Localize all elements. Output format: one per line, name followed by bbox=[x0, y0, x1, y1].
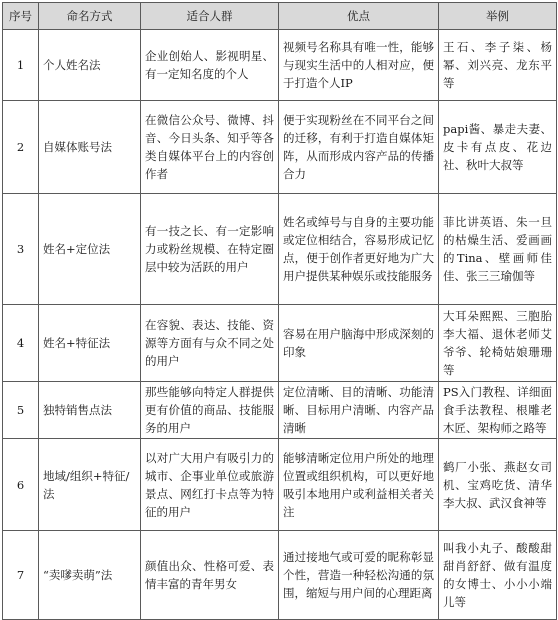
audience-cell: 颜值出众、性格可爱、表情丰富的青年男女 bbox=[141, 531, 279, 620]
audience-cell: 企业创始人、影视明星、有一定知名度的个人 bbox=[141, 30, 279, 101]
audience-cell: 以对广大用户有吸引力的城市、企事业单位或旅游景点、网红打卡点等为特征的用户 bbox=[141, 439, 279, 531]
row-number: 1 bbox=[3, 30, 39, 101]
header-row bbox=[3, 3, 557, 30]
example-cell: 菲比讲英语、朱一旦的枯燥生活、爱画画的Tina、壁画师佳佳、张三三瑜伽等 bbox=[439, 194, 557, 305]
table-row bbox=[3, 30, 557, 101]
audience-cell: 那些能够向特定人群提供更有价值的商品、技能服务的用户 bbox=[141, 382, 279, 439]
table-row bbox=[3, 382, 557, 439]
row-number: 2 bbox=[3, 101, 39, 194]
header-audience: 适合人群 bbox=[141, 3, 279, 30]
method-cell: 地域/组织+特征/法 bbox=[39, 439, 141, 531]
audience-cell: 在微信公众号、微博、抖音、今日头条、知乎等各类自媒体平台上的内容创作者 bbox=[141, 101, 279, 194]
advantage-cell: 容易在用户脑海中形成深刻的印象 bbox=[279, 305, 439, 382]
audience-cell: 在容貌、表达、技能、资源等方面有与众不同之处的用户 bbox=[141, 305, 279, 382]
advantage-cell: 定位清晰、目的清晰、功能清晰、目标用户清晰、内容产品清晰 bbox=[279, 382, 439, 439]
example-cell: 大耳朵熙熙、三胞胎李大福、退休老师艾爷爷、轮椅姑娘珊珊等 bbox=[439, 305, 557, 382]
example-cell: 鹤厂小张、燕赵女司机、宝鸡吃货、清华李大叔、武汉食神等 bbox=[439, 439, 557, 531]
table-row bbox=[3, 101, 557, 194]
advantage-cell: 通过接地气或可爱的昵称彰显个性，营造一种轻松沟通的氛围，缩短与用户间的心理距离 bbox=[279, 531, 439, 620]
row-number: 5 bbox=[3, 382, 39, 439]
row-number: 3 bbox=[3, 194, 39, 305]
method-cell: 独特销售点法 bbox=[39, 382, 141, 439]
header-method: 命名方式 bbox=[39, 3, 141, 30]
advantage-cell: 便于实现粉丝在不同平台之间的迁移，有利于打造自媒体矩阵，从而形成内容产品的传播合力 bbox=[279, 101, 439, 194]
naming-methods-table bbox=[2, 2, 557, 620]
advantage-cell: 视频号名称具有唯一性，能够与现实生活中的人相对应，便于打造个人IP bbox=[279, 30, 439, 101]
audience-cell: 有一技之长、有一定影响力或粉丝规模、在特定圈层中较为活跃的用户 bbox=[141, 194, 279, 305]
advantage-cell: 能够清晰定位用户所处的地理位置或组织机构，可以更好地吸引本地用户或利益相关者关注 bbox=[279, 439, 439, 531]
table-row bbox=[3, 531, 557, 620]
header-no: 序号 bbox=[3, 3, 39, 30]
table-row bbox=[3, 439, 557, 531]
table-row bbox=[3, 305, 557, 382]
header-advantage: 优点 bbox=[279, 3, 439, 30]
row-number: 7 bbox=[3, 531, 39, 620]
method-cell: 自媒体账号法 bbox=[39, 101, 141, 194]
method-cell: “卖嗲卖萌”法 bbox=[39, 531, 141, 620]
advantage-cell: 姓名或绰号与自身的主要功能或定位相结合，容易形成记忆点，便于创作者更好地为广大用户提供某种娱乐或技能服务 bbox=[279, 194, 439, 305]
row-number: 4 bbox=[3, 305, 39, 382]
method-cell: 姓名+定位法 bbox=[39, 194, 141, 305]
header-example: 举例 bbox=[439, 3, 557, 30]
example-cell: 叫我小丸子、酸酸甜甜肖舒舒、做有温度的女博士、小小小端儿等 bbox=[439, 531, 557, 620]
row-number: 6 bbox=[3, 439, 39, 531]
example-cell: papi酱、暴走夫妻、皮卡有点皮、花边社、秋叶大叔等 bbox=[439, 101, 557, 194]
example-cell: PS入门教程、详细面食手法教程、根雕老木匠、架构师之路等 bbox=[439, 382, 557, 439]
method-cell: 姓名+特征法 bbox=[39, 305, 141, 382]
table-row bbox=[3, 194, 557, 305]
method-cell: 个人姓名法 bbox=[39, 30, 141, 101]
example-cell: 王石、李子柒、杨幂、刘兴亮、龙东平等 bbox=[439, 30, 557, 101]
